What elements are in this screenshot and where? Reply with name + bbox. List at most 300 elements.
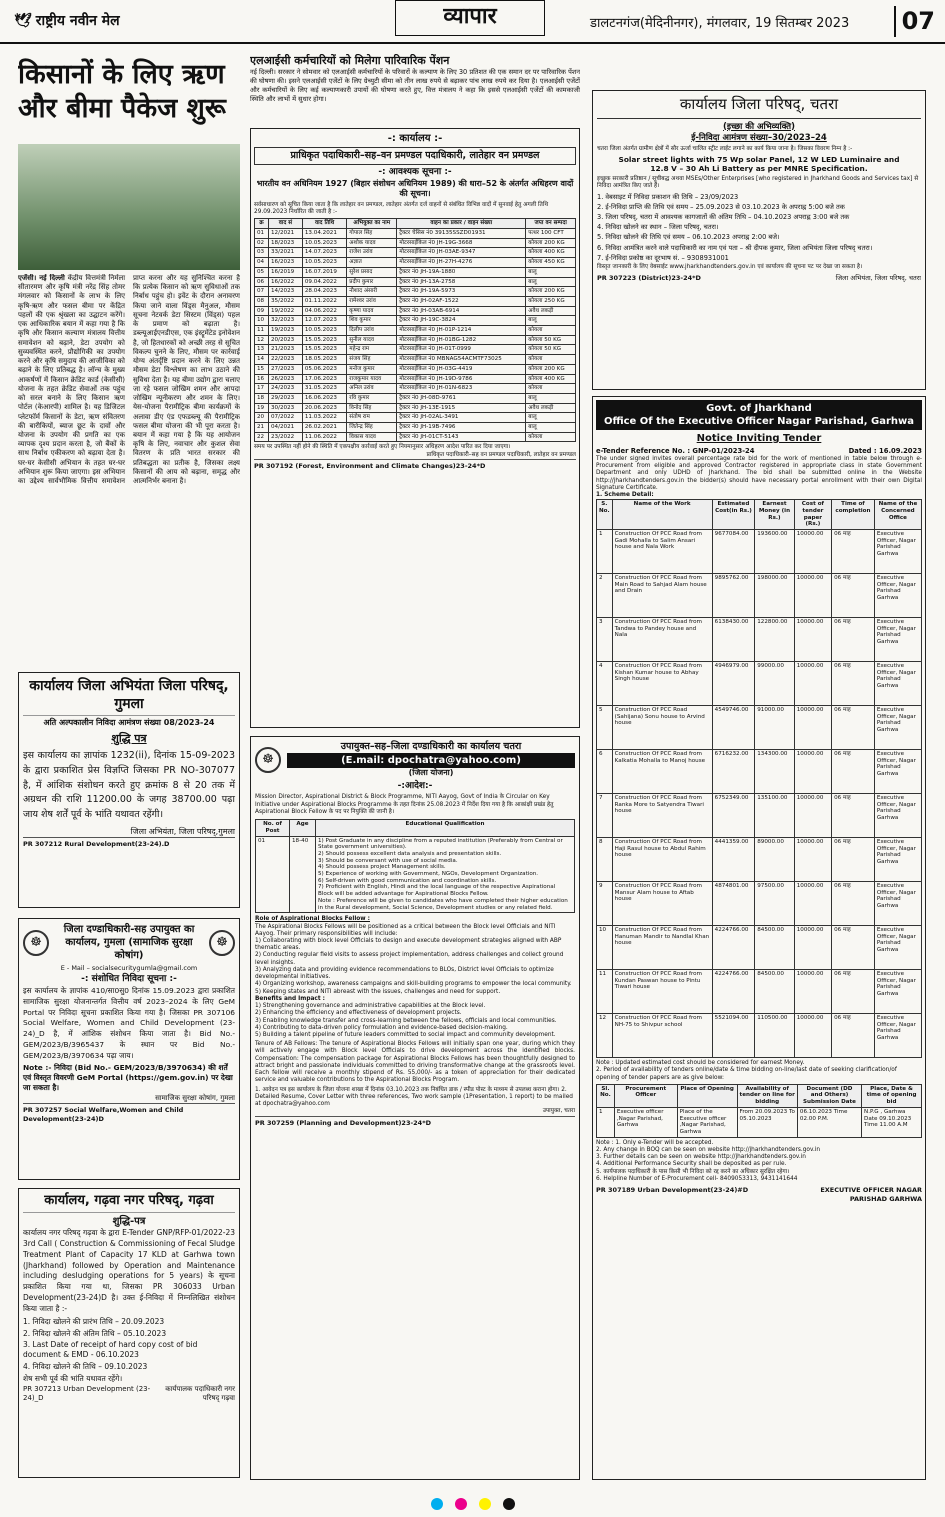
table-cell: विनोद सिंह (347, 403, 397, 413)
shuddhi-heading: शुद्धि-पत्र (112, 1215, 146, 1227)
notice-subtitle: -: संशोधित निविदा सूचना :- (81, 974, 177, 985)
role-list (255, 924, 575, 1040)
table-cell: 5 (597, 706, 613, 750)
list-item: 2. निविदा खोलने की अंतिम तिथि – 05.10.2023 (23, 1328, 167, 1338)
notice-body: इस कार्यालय का ज्ञापांक 1232(ii), दिनांक 15-09-2023 के द्वारा प्रकाशित प्रेस विज्ञप्ति जिसका PR NO-307077 है, में आंशिक संशोधन करते हुए क्रमांक 8 से 20 तक में अग्रधन की राशि 11200.00 के जगह 38700.00 पढ़ा जाय शेष शर्तें पूर्व के भांति यथावत रहेंगी। (23, 750, 235, 820)
column-header: Earnest Money (in Rs.) (755, 500, 794, 530)
table-cell: Executive Officer, Nagar Parishad Garhwa (874, 794, 921, 838)
table-cell: कृष्णा यादव (347, 306, 397, 316)
notice-body: कार्यालय नगर परिषद् गढ़वा के द्वारा E-Tender GNP/RFP-01/2022-23 3rd Call ( Construction & Commissioning of Fecal Sludge Treatment Plant of Capacity 17 KLD at Garhwa town (Jharkhand) followed by Operation and Maintenance including desludging operations for 5 years) के सूचना प्रकाशित किया गया था, जिसका PR 306033 Urban Development(23-24)D है। उक्त ई-निविदा में निम्नलिखित संशोधन किया जाता है :- (23, 1227, 235, 1314)
notice-gumla-engineer (18, 672, 240, 908)
lead-dateline: एजेंसी। नई दिल्ली (18, 274, 65, 282)
note-2: 2. Period of availability of tenders online/date & time bidding on-line/last date of seeking clarification/of opening of tender papers are as give below: (596, 1067, 897, 1081)
table-cell: 9895762.00 (712, 574, 755, 618)
table-cell: कोयला 50 KG (526, 345, 576, 355)
latehar-table-body (255, 228, 576, 441)
column-header: Estimated Cost(in Rs.) (712, 500, 755, 530)
column-header: अभियुक्त का नाम (347, 219, 397, 229)
table-cell: मोटरसाईकिल नं0 JH-03G-4419 (397, 364, 526, 374)
table-cell: 06 माह (832, 662, 875, 706)
table-cell: Executive Officer, Nagar Parishad Garhwa (874, 662, 921, 706)
table-cell: 4224766.00 (712, 970, 755, 1014)
notice-title: Office Of the Executive Officer Nagar Parishad, Garhwa (603, 416, 915, 427)
table-cell: 10000.00 (794, 662, 831, 706)
table-cell: 23/2022 (269, 432, 303, 442)
notice-title: -: कार्यालय :- (387, 133, 443, 144)
table-cell: 13 (255, 345, 269, 355)
list-item: 5) Keeping states and NITI abreast with the issues, challenges and need for support. (255, 988, 501, 995)
table-cell: Construction Of PCC Road from Kishan Kumar house to Abhay Singh house (612, 662, 712, 706)
notice-gumla-social (18, 918, 240, 1180)
table-row (597, 706, 922, 750)
table-row (255, 306, 576, 316)
color-dots (0, 1494, 945, 1517)
table-cell: 3 (597, 618, 613, 662)
table-cell: Executive Officer, Nagar Parishad Garhwa (874, 926, 921, 970)
notice-email: (E.mail: dpochatra@yahoo.com) (287, 753, 575, 768)
scheme-heading: 1. Scheme Detail: (596, 492, 654, 498)
table-cell: 03 (255, 248, 269, 258)
column-header: Cost of tender paper (Rs.) (794, 500, 831, 530)
registration-dot (431, 1498, 443, 1510)
table-cell: विकास यादव (347, 432, 397, 442)
table-cell: अशोक यादव (347, 238, 397, 248)
farmer-photo (18, 144, 240, 270)
table-cell: 12 (255, 335, 269, 345)
list-item: 3) Should be conversant with use of social media. (318, 857, 458, 864)
table-row (597, 926, 922, 970)
notice-subtitle: (इच्छा की अभिव्यक्ति) (723, 121, 795, 132)
pr-number: PR 307257 Social Welfare,Women and Child Development(23-24)D (23, 1103, 235, 1123)
table-cell: 13.04.2021 (302, 228, 346, 238)
table-cell: कोयला 200 KG (526, 364, 576, 374)
table-cell: 97500.00 (755, 882, 794, 926)
list-item: 5) Experience of working with Government, NGOs, Development Organization. (318, 871, 539, 878)
table-row (255, 355, 576, 365)
table-cell: 134300.00 (755, 750, 794, 794)
table-cell: अवैध लकड़ी (526, 306, 576, 316)
table-row (255, 384, 576, 394)
column-header: Time of completion (832, 500, 875, 530)
table-cell: पत्थर 100 CFT (526, 228, 576, 238)
table-row (255, 413, 576, 423)
table-cell: 28.04.2023 (302, 287, 346, 297)
table-cell: 05.06.2023 (302, 364, 346, 374)
table-cell: 20.06.2023 (302, 403, 346, 413)
table-cell: 06 माह (832, 882, 875, 926)
table-cell: कोयला (526, 355, 576, 365)
notice-sign: सामाजिक सुरक्षा कोषांग, गुमला (155, 1094, 235, 1103)
table-row (255, 277, 576, 287)
table-cell: मोटरसाईकिल नं0 MBNAG54ACMTF73025 (397, 355, 526, 365)
list-item: 3. जिला परिषद्, चतरा में आवश्यक कागजातों की अंतिम तिथि – 04.10.2023 अपराह्न 3:00 बजे तक (597, 213, 850, 222)
notice-sign: प्राधिकृत पदाधिकारी–सह वन प्रमण्डल पदाधिकारी, लातेहार वन प्रमण्डल (426, 451, 576, 458)
table-cell: 05 (255, 267, 269, 277)
lead-article (18, 274, 240, 670)
table-cell: Construction Of PCC Road from Main Road to Sahjad Alam house and Drain (612, 574, 712, 618)
table-cell: 04/2021 (269, 423, 303, 433)
list-item: 3. Further details can be seen on website http://jharkhandtenders.gov.in (596, 1154, 806, 1161)
table-row (597, 794, 922, 838)
page-header (0, 0, 945, 44)
table-cell: Construction Of PCC Road from Gadi Mohalla to Salim Ansari house and Nala Work (612, 530, 712, 574)
table-row (256, 836, 575, 913)
table-row (255, 403, 576, 413)
list-item: Benefits and Impact : (255, 995, 325, 1002)
page-number: 07 (894, 6, 935, 37)
table-cell: 22 (255, 432, 269, 442)
table-cell: ट्रैक्टर नं0 JH-08D-9761 (397, 393, 526, 403)
tender-date: Dated : 16.09.2023 (848, 447, 922, 455)
table-cell: Construction Of PCC Road from Mansur Alam house to Aftab house (612, 882, 712, 926)
notice-sign: जिला अभियंता, जिला परिषद्,गुमला (130, 826, 235, 836)
table-cell: 15.05.2023 (302, 345, 346, 355)
column-header: Age (290, 820, 316, 836)
table-cell: 10000.00 (794, 750, 831, 794)
table-cell: 4224766.00 (712, 926, 755, 970)
notice-chatra-dc (250, 736, 580, 1480)
table-header-row (597, 1084, 922, 1107)
table-cell: सुरेश प्रसाद (347, 267, 397, 277)
notice-note: Note :- निविदा (Bid No.- GEM/2023/B/3970634) की शर्तें एवं विस्तृत विवरणी GeM Portal (https://gem.gov.in) पर देखा जा सकता है। (23, 1063, 233, 1092)
table-cell: 32/2023 (269, 316, 303, 326)
qualification-table (255, 819, 575, 913)
table-cell: 26/2023 (269, 374, 303, 384)
table-cell: 26.02.2021 (302, 423, 346, 433)
list-item: 4. निविदा खोलने का स्थान – जिला परिषद्, चतरा। (597, 223, 719, 232)
table-cell: Construction Of PCC Road (Sahijana) Sonu house to Arvind house (612, 706, 712, 750)
table-cell: 12.07.2023 (302, 316, 346, 326)
apply-text: 1. आवेदन पत्र इस कार्यालय के जिला योजना शाखा में दिनांक 03.10.2023 तक निबंधित डाक / स्पीड पोस्ट के माध्यम से उपलब्ध कराना होगा। 2. Detailed Resume, Cover Letter with three references, Two work sample (1Presentation, 1 report) to be mailed at dpochatra@yahoo.com (255, 1086, 573, 1108)
list-item: Note : 1. Only e-Tender will be accepted. (596, 1139, 714, 1146)
column-header: S. No. (597, 500, 613, 530)
table-cell: Executive Officer, Nagar Parishad Garhwa (874, 838, 921, 882)
table-cell: 17.06.2023 (302, 374, 346, 384)
table-cell: Construction Of PCC Road from Haji Rasul house to Abdul Rahim house (612, 838, 712, 882)
list-item: 2) Conducting regular field visits to assess project implementation, address challenges and collect ground level insights. (255, 952, 564, 966)
column-header: Document (DD and Others) Submission Date (797, 1084, 861, 1107)
table-cell: कोयला (526, 326, 576, 336)
table-cell: 10 (255, 316, 269, 326)
notice-title: कार्यालय जिला परिषद्, चतरा (597, 95, 921, 119)
eligibility-text: इच्छुक सरकारी प्रतिष्ठान / सूचीबद्ध अथवा MSEs/Other Enterprises [who registered in Jharkhand Goods and Services tax] से निविदा आमंत्रित किए जाते हैं। (597, 176, 919, 190)
list-item: 2. Any change in BOQ can be seen on website http://jharkhandtenders.gov.in (596, 1146, 821, 1153)
table-cell: 06 माह (832, 1014, 875, 1058)
table-cell: 06 माह (832, 926, 875, 970)
shuddhi-heading: शुद्धि पत्र (111, 731, 147, 745)
table-cell: 31.05.2023 (302, 384, 346, 394)
table-cell: Executive officer ,Nagar Parishad, Garhwa (614, 1107, 677, 1137)
table-cell: 04.06.2022 (302, 306, 346, 316)
table-cell: 99000.00 (755, 662, 794, 706)
table-cell: 122800.00 (755, 618, 794, 662)
list-item: 5. निविदा खोलने की तिथि एवं समय – 06.10.2023 अपराह्न 2:00 बजे। (597, 233, 780, 242)
latehar-table (254, 218, 576, 442)
scheme-table-body (597, 530, 922, 1058)
notice-intro: Mission Director, Aspirational District & Block Programme, NITI Aayog, Govt of India के Circular on Key Initiative under Aspirational Blocks Programme के तहत दिनांक 25.08.2023 में निर्देश दिया गया है कि आकांक्षी प्रखंड हेतु Aspirational Block Fellow के पद पर नियुक्ति की जानी है। (255, 794, 554, 815)
column-header: वाहन का प्रकार / वाहन संख्या (397, 219, 526, 229)
column-header: Educational Qualification (316, 820, 575, 836)
table-cell: सुनील यादव (347, 335, 397, 345)
table-cell: 18/2023 (269, 238, 303, 248)
table-cell: 18.05.2023 (302, 355, 346, 365)
notice-subtitle-2: भारतीय वन अधिनियम 1927 (बिहार संशोधन अधिनियम 1989) की धारा–52 के अंतर्गत अधिहरण वादों की सूचना। (256, 179, 574, 199)
table-cell: 08 (255, 296, 269, 306)
column-header: क्र (255, 219, 269, 229)
notice-plan: (जिला योजना) (408, 768, 454, 778)
table-cell: 10000.00 (794, 706, 831, 750)
table-cell: 1 (597, 1107, 615, 1137)
table-row (255, 258, 576, 268)
table-cell: 10000.00 (794, 530, 831, 574)
list-item: 7) Proficient with English, Hindi and the local language of the respective Aspirational Block will be added advantage for Aspirational Blocks Fellow. (318, 884, 556, 898)
notice-garhwa-shuddhi (18, 1188, 240, 1478)
table-cell: कोयला 400 KG (526, 374, 576, 384)
table-cell: 15 (255, 364, 269, 374)
table-cell: 4441359.00 (712, 838, 755, 882)
list-item: 4. निविदा खोलने की तिथि – 09.10.2023 (23, 1361, 148, 1371)
table-cell: ट्रैक्टर चेसिस नं0 39135SSZD01931 (397, 228, 526, 238)
table-cell: कोयला (526, 384, 576, 394)
table-header-row (255, 219, 576, 229)
tender-reference: e-Tender Reference No. : GNP-01/2023-24 (596, 447, 755, 455)
notice-intro: चतरा जिला अंतर्गत ग्रामीण क्षेत्रों में सौर ऊर्जा चालित स्ट्रीट लाईट लगाने का कार्य किया जाना है। जिसका विवरण निम्न है :- (597, 145, 853, 152)
table-row (255, 248, 576, 258)
list-item: 1. वेबसाइट में निविदा प्रकाशन की तिथि – 23/09/2023 (597, 192, 739, 201)
column-header: Procurement Officer (614, 1084, 677, 1107)
table-cell: 10000.00 (794, 618, 831, 662)
list-item: 6) Self-driven with good communication and coordination skills. (318, 877, 497, 884)
table-cell: 4946979.00 (712, 662, 755, 706)
notice-title: जिला दण्डाधिकारी-सह उपायुक्त का कार्यालय, गुमला (सामाजिक सुरक्षा कोषांग) (63, 924, 195, 961)
column-header: जप्त वन सम्पदा (526, 219, 576, 229)
table-cell: 5521094.00 (712, 1014, 755, 1058)
table-row (255, 296, 576, 306)
table-cell: 06 माह (832, 574, 875, 618)
table-cell: बालू (526, 393, 576, 403)
table-row (255, 316, 576, 326)
table-cell: बालू (526, 413, 576, 423)
list-item: 3) Analyzing data and providing evidence recommendations to BLOs, District level Officials to optimize developmental initiatives. (255, 966, 554, 981)
table-row (255, 228, 576, 238)
table-cell: 10.05.2023 (302, 326, 346, 336)
table-cell: 6138430.00 (712, 618, 755, 662)
table-cell: कोयला 450 KG (526, 258, 576, 268)
table-cell: 18-40 (290, 836, 316, 913)
table-cell: ट्रैक्टर नं0 JH-19A-1880 (397, 267, 526, 277)
notice-intro: सर्वसाधारण को सूचित किया जाता है कि लातेहार वन प्रमण्डल, लातेहार अंतर्गत दर्ज वाहनों से संबंधित विभिन्न वादों में सुनवाई हेतु अगली तिथि 29.09.2023 निर्धारित की जाती है :- (254, 201, 549, 216)
table-cell: 84500.00 (755, 926, 794, 970)
table-cell: 20/2023 (269, 335, 303, 345)
table-cell: 16.07.2019 (302, 267, 346, 277)
notice-outro: समय पर उपस्थित नहीं होने की स्थिति में एकपक्षीय कार्रवाई करते हुए नियमानुसार अधिहरण आदेश पारित कर दिया जाएगा। (254, 444, 511, 451)
table-cell: 10000.00 (794, 794, 831, 838)
list-item: The Aspirational Blocks Fellows will be positioned as a critical between the Block level Officials and NITI Aayog. Their primary responsibilities will include: (255, 923, 556, 937)
table-row (597, 574, 922, 618)
notice-body: इस कार्यालय के ज्ञापांक 410/सा0सु0 दिनांक 15.09.2023 द्वारा प्रकाशित सामाजिक सुरक्षा योजनान्तर्गत वित्तीय वर्ष 2023–2024 के लिए GeM Portal पर निविदा सूचना प्रकाशित किया गया है। जिसका PR 307106 Social Welfare, Women and Child Development (23-24)_D है, में आंशिक संशोधन किया जाता है। Bid No.- GEM/2023/B/3965437 के स्थान पर Bid No.- GEM/2023/B/3970634 पढ़ा जाय। (23, 986, 235, 1060)
print-color-bar (0, 1494, 945, 1514)
emblem-icon: ☸ (255, 747, 281, 773)
table-cell: 10000.00 (794, 970, 831, 1014)
table-cell: 24/2023 (269, 384, 303, 394)
notice-items (23, 1317, 235, 1384)
table-cell: 30/2023 (269, 403, 303, 413)
pr-number: PR 307259 (Planning and Development)23-24*D (255, 1116, 575, 1127)
notice-sign: कार्यपालक पदाधिकारी नगर परिषद् गढ़वा (165, 1385, 235, 1403)
notice-title-2: प्राधिकृत पदाधिकारी–सह–वन प्रमण्डल पदाधिकारी, लातेहार वन प्रमण्डल (254, 147, 576, 165)
table-cell: 10000.00 (794, 574, 831, 618)
table-cell: Place of the Executive officer ,Nagar Parishad, Garhwa (677, 1107, 737, 1137)
table-cell: मोटरसाईकिल नं0 JH-19D-9786 (397, 374, 526, 384)
registration-dot (503, 1498, 515, 1510)
table-cell: मोटरसाईकिल नं0 JH-03AE-9347 (397, 248, 526, 258)
list-item: 7. ई-निविदा प्रकोष्ठ का दूरभाष सं. – 9308931001 (597, 253, 729, 262)
notice-chatra-zp (592, 90, 926, 390)
table-row (597, 750, 922, 794)
table-cell: Construction Of PCC Road from Kundan Paswan house to Pintu Tiwari house (612, 970, 712, 1014)
list-item: 2. ई-निविदा प्राप्ति की तिथि एवं समय – 25.09.2023 से 03.10.2023 के अपराह्न 5:00 बजे तक (597, 202, 845, 211)
table-cell: 11 (255, 326, 269, 336)
notice-subtitle: अति अल्पकालीन निविदा आमंत्रण संख्या 08/2023-24 (43, 718, 215, 728)
table-cell: 135100.00 (755, 794, 794, 838)
table-cell: मोटरसाईकिल नं0 JH-01T-0999 (397, 345, 526, 355)
list-item: 2) Should possess excellent data analysis and presentation skills. (318, 850, 502, 857)
column-header: Place of Opening (677, 1084, 737, 1107)
list-item: 1. निविदा खोलने की प्रारंभ तिथि – 20.09.2023 (23, 1316, 165, 1326)
lic-article (250, 54, 580, 124)
notice-email: E - Mail – socialsecuritygumla@gmail.com (60, 964, 198, 972)
lic-headline: एलआईसी कर्मचारियों को मिलेगा पारिवारिक पेंशन (250, 54, 450, 67)
table-cell: दिलीप उरांव (347, 326, 397, 336)
table-row (255, 423, 576, 433)
table-cell: 06 माह (832, 530, 875, 574)
table-cell: राजकुमार यादव (347, 374, 397, 384)
table-cell: ट्रैक्टर नं0 JH-19B-7496 (397, 423, 526, 433)
table-cell: 35/2022 (269, 296, 303, 306)
table-cell: 27/2023 (269, 364, 303, 374)
header-dateline: डालटनगंज(मेदिनीनगर), मंगलवार, 19 सितम्बर 2023 (590, 16, 850, 31)
table-cell: 6 (597, 750, 613, 794)
table-cell: From 20.09.2023 To 05.10.2023 (737, 1107, 797, 1137)
emblem-icon: ☸ (209, 930, 235, 956)
table-cell: 06 माह (832, 794, 875, 838)
bird-logo-icon: 🕊 (14, 13, 32, 29)
table-cell: 14 (255, 355, 269, 365)
table-cell: 6752349.00 (712, 794, 755, 838)
table-cell: 9677084.00 (712, 530, 755, 574)
table-cell: 29/2023 (269, 393, 303, 403)
table-cell: कोयला 400 KG (526, 248, 576, 258)
column-header: Name of the Concerned Office (874, 500, 921, 530)
table-cell: कोयला 50 KG (526, 335, 576, 345)
table-cell: 04 (255, 258, 269, 268)
table-row (597, 618, 922, 662)
table-cell: 1 (597, 530, 613, 574)
table-cell: 91000.00 (755, 706, 794, 750)
table-row (597, 662, 922, 706)
list-item: शेष सभी पूर्व की भांति यथावत रहेंगे। (23, 1373, 123, 1383)
table-cell: Executive Officer, Nagar Parishad Garhwa (874, 706, 921, 750)
table-cell: 10 (597, 926, 613, 970)
table-cell: Executive Officer, Nagar Parishad Garhwa (874, 970, 921, 1014)
table-cell: 14.07.2023 (302, 248, 346, 258)
notes-list (596, 1140, 922, 1183)
table-cell: गोपाल सिंह (347, 228, 397, 238)
list-item: 6. निविदा आमंत्रित करने वाले पदाधिकारी का नाम एवं पता – श्री दीपक कुमार, जिला अभियंता जिला परिषद् चतरा। (597, 243, 873, 252)
table-cell: 6716232.00 (712, 750, 755, 794)
table-cell: 4874801.00 (712, 882, 755, 926)
table-cell: 06 (255, 277, 269, 287)
pr-number: PR 307223 (District)23-24*D (597, 274, 701, 283)
list-item: 4. Additional Performance Security shall be deposited as per rule. (596, 1161, 787, 1168)
registration-dot (455, 1498, 467, 1510)
notice-garhwa-nagar-parishad (592, 396, 926, 1480)
table-row (255, 238, 576, 248)
table-cell: ट्रैक्टर नं0 JH-01CT-5143 (397, 432, 526, 442)
table-cell: 110500.00 (755, 1014, 794, 1058)
table-cell: 01 (256, 836, 290, 913)
table-row (255, 326, 576, 336)
notice-title: कार्यालय जिला अभियंता जिला परिषद्, गुमला (29, 678, 229, 713)
table-header-row (256, 820, 575, 836)
table-cell: नौशाद अंसारी (347, 287, 397, 297)
table-cell: रामेश्वर उरांव (347, 296, 397, 306)
notice-sign: जिला अभियंता, जिला परिषद्, चतरा (835, 274, 921, 283)
qualification-list (316, 836, 575, 913)
table-cell: Construction Of PCC Road from Tandwa to Pandey house and Nala (612, 618, 712, 662)
table-cell: ट्रैक्टर नं0 JH-13E-1915 (397, 403, 526, 413)
table-cell: 8 (597, 838, 613, 882)
column-header: No. of Post (256, 820, 290, 836)
table-cell: जितेन्द्र सिंह (347, 423, 397, 433)
table-cell: 16/2019 (269, 267, 303, 277)
list-item: 6. Helpline Number of E-Procurement cell- 8409053313, 9431141644 (596, 1175, 798, 1182)
masthead-brand: 🕊 राष्ट्रीय नवीन मेल (14, 13, 120, 29)
notice-subtitle: Notice Inviting Tender (696, 433, 822, 444)
table-row (597, 1014, 922, 1058)
table-row (597, 530, 922, 574)
notice-sign: उपायुक्त, चतरा (542, 1108, 575, 1115)
column-header: Place, Date & time of opening bid (862, 1084, 922, 1107)
notice-sign: EXECUTIVE OFFICER NAGAR PARISHAD GARHWA (820, 1186, 922, 1203)
table-cell: 19 (255, 403, 269, 413)
role-heading: Role of Aspirational Blocks Fellow : (255, 916, 370, 923)
list-item: Note : Preference will be given to candidates who have completed their higher education in the Rural development, Social Science, Development studies or any related field. (318, 897, 568, 911)
table-cell: संजय सिंह (347, 355, 397, 365)
list-item: 1) Collaborating with block level Officials to design and execute development strategies aligned with ABP thematic areas. (255, 937, 562, 952)
table-cell: 16/2023 (269, 258, 303, 268)
table-cell: 33/2021 (269, 248, 303, 258)
table-cell: 16.06.2023 (302, 393, 346, 403)
table-row (255, 287, 576, 297)
list-item: 1) Post Graduate in any discipline from a reputed institution (Preferably from Central or State government universities). (318, 837, 563, 851)
schedule-table (596, 1084, 922, 1138)
registration-dot (479, 1498, 491, 1510)
table-cell: मोटरसाईकिल नं0 JH-19G-3668 (397, 238, 526, 248)
table-cell: ट्रैक्टर नं0 JH-02AL-3491 (397, 413, 526, 423)
list-item: 3. Last Date of receipt of hard copy cost of bid document & EMD - 06.10.2023 (23, 1340, 198, 1360)
table-row (255, 374, 576, 384)
table-cell: मोटरसाईकिल नं0 JH-01N-6823 (397, 384, 526, 394)
pr-number: PR 307212 Rural Development(23-24).D (23, 837, 235, 848)
table-row (255, 345, 576, 355)
emblem-icon: ☸ (23, 930, 49, 956)
scheme-table (596, 499, 922, 1058)
table-cell: 198000.00 (755, 574, 794, 618)
table-cell: ट्रैक्टर नं0 JH-02AF-1522 (397, 296, 526, 306)
table-cell: 06 माह (832, 750, 875, 794)
table-row (255, 393, 576, 403)
